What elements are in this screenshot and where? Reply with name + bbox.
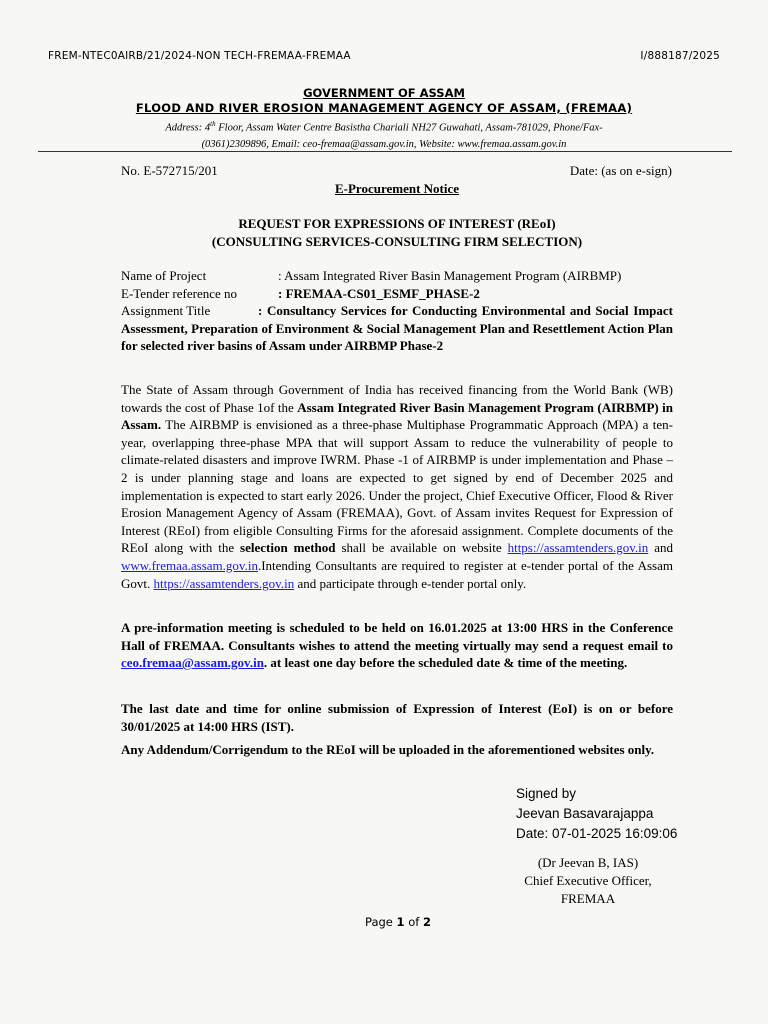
assignment-label: Assignment Title	[121, 303, 211, 319]
deadline-paragraph: The last date and time for online submission of Expression of Interest (EoI) is on or before 30/01/2025 at 14:00 HRS (IST).	[121, 701, 673, 734]
assamtenders-link-2[interactable]: https://assamtenders.gov.in	[153, 575, 295, 591]
project-row	[121, 267, 673, 285]
email-link[interactable]: ceo.fremaa@assam.gov.in	[121, 655, 264, 671]
selection-method: selection method	[240, 540, 336, 556]
reference-number: No. E-572715/201	[121, 163, 218, 178]
file-reference: FREM-NTEC0AIRB/21/2024-NON TECH-FREMAA-FREMAA	[48, 50, 351, 62]
tender-row	[121, 285, 673, 303]
address-part-1: Address: 4	[165, 122, 211, 134]
notice-title: E-Procurement Notice	[334, 181, 460, 196]
meeting-text-2: . at least one day before the scheduled date & time of the meeting.	[263, 655, 628, 671]
assamtenders-link[interactable]: https://assamtenders.gov.in	[507, 540, 649, 556]
notice-date: Date: (as on e-sign)	[569, 163, 672, 178]
of-word: of	[404, 915, 423, 929]
project-value: : Assam Integrated River Basin Management Program (AIRBMP)	[278, 268, 622, 283]
intro-text-5: .Intending Consultants are required to register at e-tender portal of the Assam Govt.	[121, 557, 673, 591]
intro-text-6: and participate through e-tender portal only.	[294, 575, 527, 591]
tender-label: E-Tender reference no	[121, 285, 238, 301]
tender-value: : FREMAA-CS01_ESMF_PHASE-2	[278, 285, 480, 301]
meeting-paragraph	[121, 619, 673, 672]
intro-text-3: shall be available on website	[335, 540, 508, 556]
signature-date: Date: 07-01-2025 16:09:06	[516, 826, 678, 841]
officer-name: (Dr Jeevan B, IAS)	[537, 855, 639, 870]
officer-designation: Chief Executive Officer,	[524, 873, 652, 888]
agency-address	[100, 116, 668, 153]
header-divider	[38, 151, 732, 152]
intro-paragraph	[121, 381, 673, 592]
signature-signed-by: Signed by	[516, 786, 577, 801]
agency-heading: FLOOD AND RIVER EROSION MANAGEMENT AGENCY OF ASSAM, (FREMAA)	[135, 101, 633, 115]
address-part-2: Floor, Assam Water Centre Basistha Chariali NH27 Guwahati, Assam-781029, Phone/Fax-	[215, 122, 603, 134]
intro-text-4: and	[648, 540, 673, 556]
intro-text-1: The State of Assam through Government of India has received financing from the World Bank (WB) towards the cost of Phase 1of the	[121, 382, 673, 415]
officer-organization: FREMAA	[560, 891, 616, 906]
project-label: Name of Project	[121, 268, 207, 283]
address-line-2: (0361)2309896, Email: ceo-fremaa@assam.gov.in, Website: www.fremaa.assam.gov.in	[201, 138, 567, 150]
assignment-value: : Consultancy Services for Conducting Environmental and Social Impact Assessment, Preparation of Environment & Social Management Plan and Resettlement Action Plan for selected river basins of Assam under AIRBMP Phase-2	[121, 303, 673, 354]
addendum-paragraph: Any Addendum/Corrigendum to the REoI will be uploaded in the aforementioned websites only.	[121, 742, 655, 757]
reoi-title: REQUEST FOR EXPRESSIONS OF INTEREST (REoI)	[238, 216, 556, 231]
meeting-text-1: A pre-information meeting is scheduled to be held on 16.01.2025 at 13:00 HRS in the Conference Hall of FREMAA. Consultants wishes to attend the meeting virtually may send a request email to	[121, 620, 673, 653]
page-number: 1	[396, 915, 405, 929]
document-id: I/888187/2025	[640, 50, 720, 62]
page-word: Page	[365, 915, 397, 929]
reoi-subtitle: (CONSULTING SERVICES-CONSULTING FIRM SELECTION)	[211, 234, 583, 249]
page-indicator	[0, 915, 768, 929]
intro-text-2: The AIRBMP is envisioned as a three-phase Multiphase Programmatic Approach (MPA) a ten-year, overlapping three-phase MPA that will support Assam to reduce the vulnerability of people to climate-related disasters and improve IWRM. Phase -1 of AIRBMP is under implementation and Phase –2 is under planning stage and loans are expected to get signed by end of December 2025 and implementation is expected to start early 2026. Under the project, Chief Executive Officer, Flood & River Erosion Management Agency of Assam (FREMAA), Govt. of Assam invites Request for Expression of Interest (REoI) from eligible Consulting Firms for the aforesaid assignment. Complete documents of the REoI along with the	[121, 417, 673, 556]
project-details	[121, 267, 673, 355]
fremaa-website-link[interactable]: www.fremaa.assam.gov.in	[121, 557, 258, 573]
program-name: Assam Integrated River Basin Management Program (AIRBMP) in Assam.	[121, 399, 673, 433]
signature-name: Jeevan Basavarajappa	[516, 806, 654, 821]
address-superscript: th	[210, 120, 216, 128]
government-heading: GOVERNMENT OF ASSAM	[303, 86, 465, 100]
page-total: 2	[422, 915, 431, 929]
assignment-row	[121, 302, 673, 355]
